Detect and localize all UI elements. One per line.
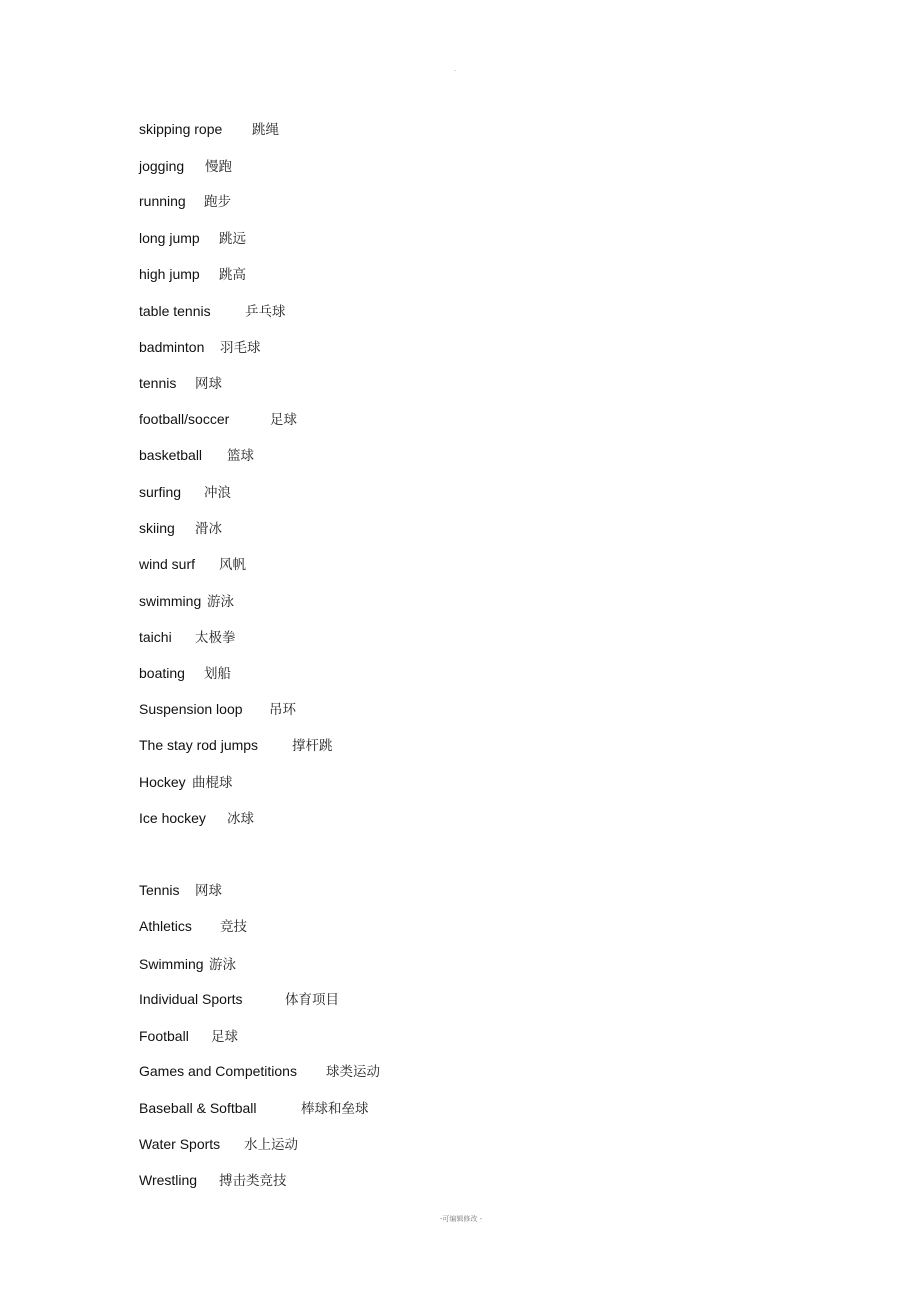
list-item (139, 265, 246, 284)
english-term: badminton (139, 339, 205, 355)
chinese-term: 跳远 (219, 231, 246, 247)
english-term: running (139, 193, 186, 209)
list-item (139, 374, 222, 393)
list-item (139, 736, 333, 755)
chinese-term: 足球 (211, 1029, 238, 1045)
list-item (139, 990, 339, 1009)
chinese-term: 跑步 (204, 194, 231, 210)
list-item (139, 302, 286, 321)
chinese-term: 吊环 (269, 702, 296, 718)
english-term: high jump (139, 266, 200, 282)
chinese-term: 滑冰 (195, 521, 222, 537)
chinese-term: 网球 (195, 883, 222, 899)
english-term: skiing (139, 520, 175, 536)
english-term: Football (139, 1028, 189, 1044)
chinese-term: 慢跑 (205, 159, 232, 175)
chinese-term: 球类运动 (326, 1064, 380, 1080)
list-item (139, 1171, 287, 1190)
english-term: jogging (139, 158, 185, 174)
list-item (139, 229, 246, 248)
english-term: Wrestling (139, 1172, 198, 1188)
list-item (139, 917, 247, 936)
chinese-term: 乒乓球 (245, 304, 286, 320)
chinese-term: 网球 (195, 376, 222, 392)
list-item (139, 446, 254, 465)
english-term: table tennis (139, 303, 211, 319)
list-item (139, 700, 296, 719)
list-item (139, 664, 231, 683)
list-item (139, 1027, 238, 1046)
english-term: taichi (139, 629, 172, 645)
english-term: boating (139, 665, 185, 681)
list-item (139, 120, 279, 139)
chinese-term: 棒球和垒球 (301, 1101, 369, 1117)
list-item (139, 519, 222, 538)
list-item (139, 192, 231, 211)
english-term: The stay rod jumps (139, 737, 259, 753)
list-item (139, 773, 233, 792)
chinese-term: 羽毛球 (220, 340, 261, 356)
english-term: Water Sports (139, 1136, 221, 1152)
english-term: Hockey (139, 774, 186, 790)
chinese-term: 划船 (204, 666, 231, 682)
english-term: basketball (139, 447, 203, 463)
chinese-term: 游泳 (209, 957, 236, 973)
chinese-term: 篮球 (227, 448, 254, 464)
chinese-term: 冰球 (227, 811, 254, 827)
english-term: tennis (139, 375, 177, 391)
chinese-term: 搏击类竞技 (219, 1173, 287, 1189)
english-term: swimming (139, 593, 202, 609)
list-item (139, 881, 222, 900)
english-term: football/soccer (139, 411, 230, 427)
english-term: Suspension loop (139, 701, 243, 717)
list-item (139, 809, 254, 828)
list-item (139, 483, 231, 502)
page-header-mark: . (454, 66, 456, 73)
list-item (139, 338, 261, 357)
english-term: Athletics (139, 918, 192, 934)
english-term: wind surf (139, 556, 196, 572)
chinese-term: 曲棍球 (192, 775, 233, 791)
chinese-term: 体育项目 (285, 992, 339, 1008)
english-term: Games and Competitions (139, 1063, 297, 1079)
chinese-term: 跳绳 (252, 122, 279, 138)
english-term: Ice hockey (139, 810, 206, 826)
page-footer-mark: -可编辑修改 - (440, 1215, 482, 1223)
list-item (139, 1062, 380, 1081)
chinese-term: 太极拳 (195, 630, 236, 646)
english-term: surfing (139, 484, 182, 500)
chinese-term: 足球 (270, 412, 297, 428)
english-term: Tennis (139, 882, 180, 898)
list-item (139, 555, 246, 574)
english-term: long jump (139, 230, 200, 246)
english-term: Baseball & Softball (139, 1100, 257, 1116)
chinese-term: 撑杆跳 (292, 738, 333, 754)
chinese-term: 跳高 (219, 267, 246, 283)
list-item (139, 1135, 298, 1154)
english-term: Individual Sports (139, 991, 243, 1007)
chinese-term: 冲浪 (204, 485, 231, 501)
list-item (139, 628, 236, 647)
english-term: skipping rope (139, 121, 223, 137)
list-item (139, 157, 232, 176)
chinese-term: 水上运动 (244, 1137, 298, 1153)
chinese-term: 游泳 (207, 594, 234, 610)
list-item (139, 1099, 369, 1118)
english-term: Swimming (139, 956, 204, 972)
list-item (139, 592, 234, 611)
list-item (139, 955, 236, 974)
list-item (139, 410, 297, 429)
chinese-term: 风帆 (219, 557, 246, 573)
chinese-term: 竞技 (220, 919, 247, 935)
